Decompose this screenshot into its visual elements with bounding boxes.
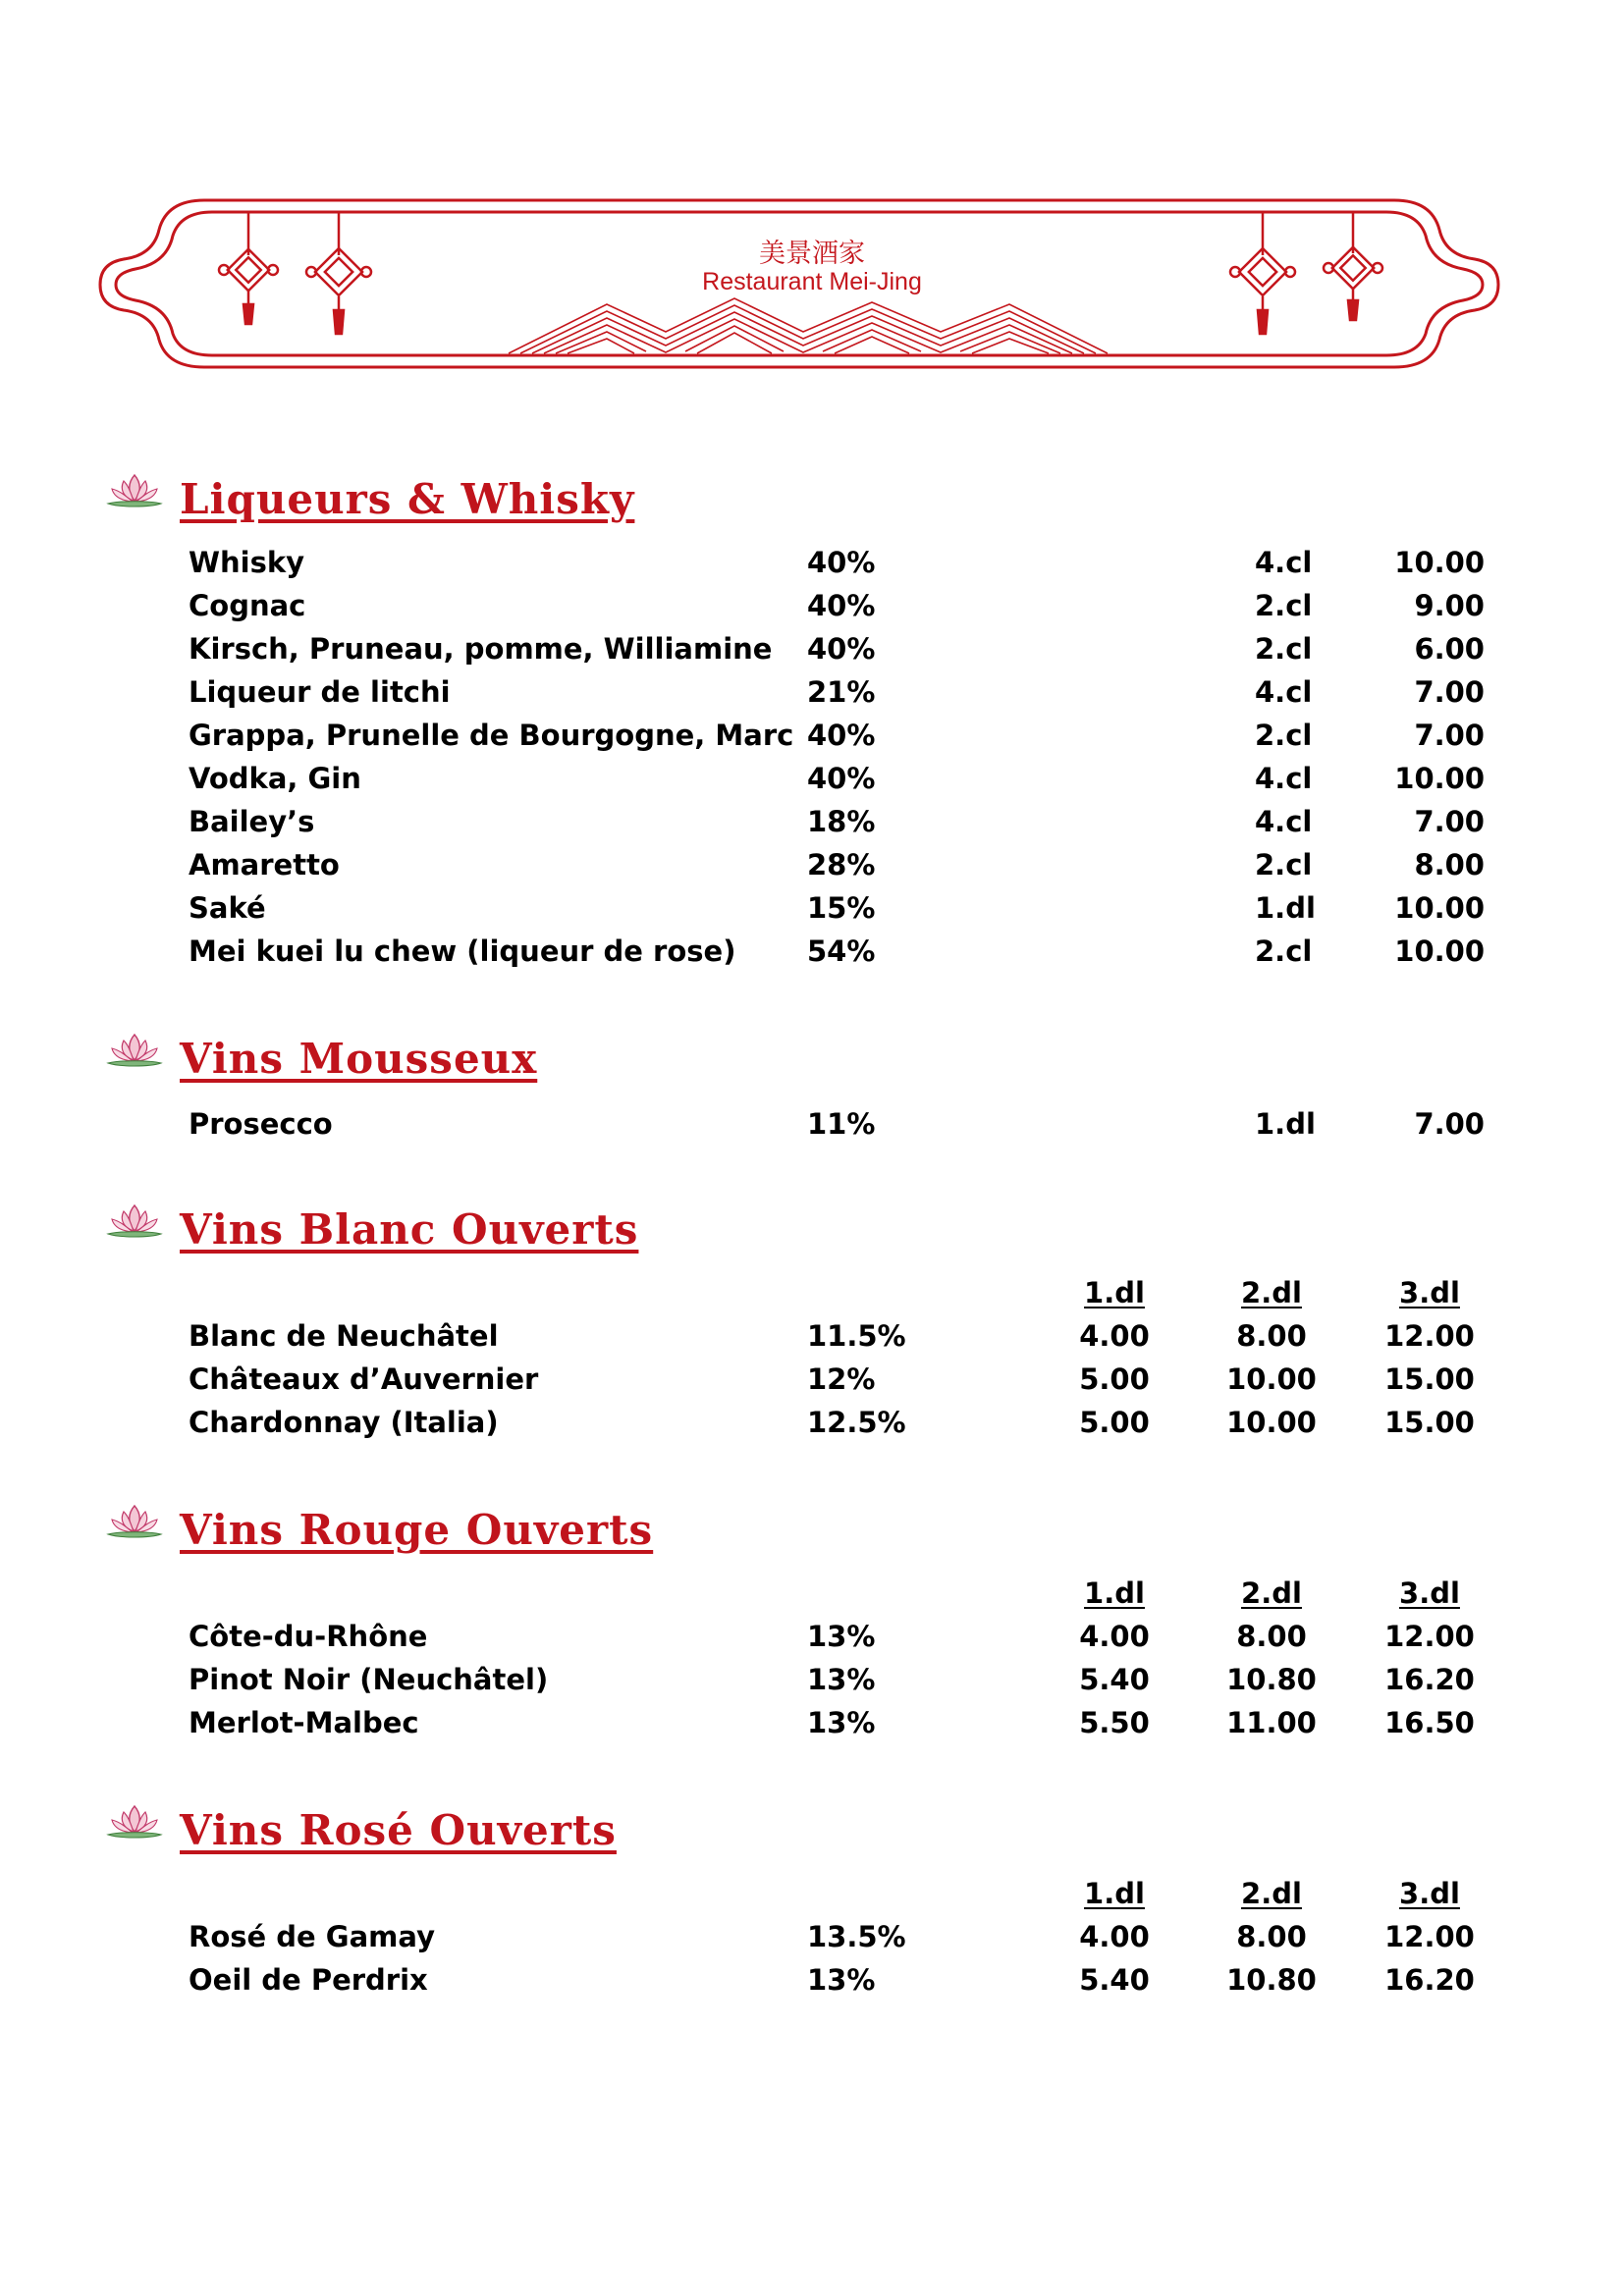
menu-row [0, 632, 1624, 671]
item-price-3dl: 12.00 [1384, 1620, 1475, 1653]
item-size: 4.cl [1255, 675, 1313, 709]
item-alcohol: 40% [807, 589, 876, 622]
menu-row [0, 1920, 1624, 1959]
item-price-3dl: 16.20 [1384, 1663, 1475, 1696]
size-header: 2.dl [1241, 1276, 1302, 1309]
item-alcohol: 11.5% [807, 1319, 906, 1353]
menu-row [0, 891, 1624, 931]
lotus-icon [106, 1802, 163, 1842]
item-name: Châteaux d’Auvernier [189, 1362, 539, 1396]
item-name: Rosé de Gamay [189, 1920, 435, 1953]
size-header: 3.dl [1399, 1877, 1460, 1910]
item-price: 7.00 [1414, 675, 1485, 709]
item-name: Chardonnay (Italia) [189, 1406, 499, 1439]
menu-row [0, 805, 1624, 844]
section-title-mousseux: Vins Mousseux [180, 1035, 538, 1083]
item-price-3dl: 16.20 [1384, 1963, 1475, 1997]
item-size: 2.cl [1255, 589, 1313, 622]
item-alcohol: 21% [807, 675, 876, 709]
item-price-2dl: 8.00 [1236, 1920, 1307, 1953]
menu-row [0, 1319, 1624, 1359]
menu-row [0, 1706, 1624, 1745]
item-price-1dl: 5.40 [1079, 1963, 1150, 1997]
item-price-3dl: 12.00 [1384, 1920, 1475, 1953]
item-size: 2.cl [1255, 934, 1313, 968]
item-alcohol: 40% [807, 719, 876, 752]
item-price-3dl: 15.00 [1384, 1406, 1475, 1439]
lotus-icon [106, 1502, 163, 1541]
item-price: 10.00 [1394, 762, 1485, 795]
menu-row [0, 719, 1624, 758]
menu-row [0, 762, 1624, 801]
item-price: 7.00 [1414, 1107, 1485, 1141]
item-size: 2.cl [1255, 719, 1313, 752]
item-price: 9.00 [1414, 589, 1485, 622]
menu-row [0, 1620, 1624, 1659]
menu-row [0, 546, 1624, 585]
section-title-rose: Vins Rosé Ouverts [180, 1806, 617, 1854]
item-alcohol: 13% [807, 1963, 876, 1997]
item-name: Amaretto [189, 848, 340, 881]
size-header: 2.dl [1241, 1877, 1302, 1910]
item-alcohol: 40% [807, 762, 876, 795]
item-price: 10.00 [1394, 546, 1485, 579]
item-price-1dl: 5.50 [1079, 1706, 1150, 1739]
item-price-1dl: 4.00 [1079, 1319, 1150, 1353]
item-alcohol: 13.5% [807, 1920, 906, 1953]
menu-row [0, 1107, 1624, 1147]
item-price-1dl: 5.00 [1079, 1362, 1150, 1396]
item-alcohol: 12.5% [807, 1406, 906, 1439]
item-name: Saké [189, 891, 266, 925]
menu-row [0, 675, 1624, 715]
item-name: Whisky [189, 546, 305, 579]
item-alcohol: 11% [807, 1107, 876, 1141]
item-price-1dl: 5.00 [1079, 1406, 1150, 1439]
item-price-2dl: 10.80 [1226, 1663, 1317, 1696]
restaurant-name-chinese: 美景酒家 [759, 239, 865, 269]
item-alcohol: 18% [807, 805, 876, 838]
item-name: Prosecco [189, 1107, 333, 1141]
item-name: Oeil de Perdrix [189, 1963, 428, 1997]
section-title-rouge: Vins Rouge Ouverts [180, 1506, 654, 1554]
lotus-icon [106, 1201, 163, 1241]
item-name: Blanc de Neuchâtel [189, 1319, 499, 1353]
size-header-row [0, 1576, 1624, 1616]
item-price: 8.00 [1414, 848, 1485, 881]
size-header: 2.dl [1241, 1576, 1302, 1610]
lotus-icon [106, 1031, 163, 1070]
item-price-2dl: 10.80 [1226, 1963, 1317, 1997]
item-price: 10.00 [1394, 934, 1485, 968]
item-name: Mei kuei lu chew (liqueur de rose) [189, 934, 736, 968]
item-price-3dl: 15.00 [1384, 1362, 1475, 1396]
item-alcohol: 15% [807, 891, 876, 925]
size-header: 3.dl [1399, 1576, 1460, 1610]
item-alcohol: 40% [807, 546, 876, 579]
menu-row [0, 934, 1624, 974]
menu-row [0, 1362, 1624, 1402]
item-price-2dl: 8.00 [1236, 1620, 1307, 1653]
item-size: 4.cl [1255, 546, 1313, 579]
item-price-3dl: 16.50 [1384, 1706, 1475, 1739]
item-name: Pinot Noir (Neuchâtel) [189, 1663, 549, 1696]
mountain-pattern-icon [509, 298, 1108, 353]
size-header: 1.dl [1084, 1576, 1145, 1610]
item-price-2dl: 10.00 [1226, 1406, 1317, 1439]
menu-row [0, 1406, 1624, 1445]
section-title-blanc: Vins Blanc Ouverts [180, 1205, 639, 1254]
lotus-icon [106, 471, 163, 510]
size-header-row [0, 1276, 1624, 1315]
item-alcohol: 54% [807, 934, 876, 968]
item-price-3dl: 12.00 [1384, 1319, 1475, 1353]
item-name: Cognac [189, 589, 306, 622]
section-title-liqueurs: Liqueurs & Whisky [180, 475, 635, 523]
item-alcohol: 13% [807, 1620, 876, 1653]
item-price-2dl: 8.00 [1236, 1319, 1307, 1353]
restaurant-name: Restaurant Mei-Jing [702, 268, 922, 295]
menu-row [0, 1963, 1624, 2002]
item-price: 10.00 [1394, 891, 1485, 925]
item-size: 4.cl [1255, 805, 1313, 838]
item-price: 7.00 [1414, 805, 1485, 838]
item-alcohol: 12% [807, 1362, 876, 1396]
menu-row [0, 589, 1624, 628]
item-name: Bailey’s [189, 805, 315, 838]
item-size: 4.cl [1255, 762, 1313, 795]
item-price: 7.00 [1414, 719, 1485, 752]
item-name: Grappa, Prunelle de Bourgogne, Marc [189, 719, 794, 752]
item-name: Liqueur de litchi [189, 675, 451, 709]
item-size: 2.cl [1255, 632, 1313, 666]
item-name: Kirsch, Pruneau, pomme, Williamine [189, 632, 773, 666]
item-name: Vodka, Gin [189, 762, 361, 795]
item-alcohol: 40% [807, 632, 876, 666]
item-price-2dl: 11.00 [1226, 1706, 1317, 1739]
item-name: Côte-du-Rhône [189, 1620, 428, 1653]
item-alcohol: 13% [807, 1663, 876, 1696]
item-price-1dl: 5.40 [1079, 1663, 1150, 1696]
item-name: Merlot-Malbec [189, 1706, 419, 1739]
item-size: 1.dl [1255, 1107, 1316, 1141]
size-header-row [0, 1877, 1624, 1916]
item-price: 6.00 [1414, 632, 1485, 666]
size-header: 1.dl [1084, 1877, 1145, 1910]
item-price-2dl: 10.00 [1226, 1362, 1317, 1396]
item-size: 2.cl [1255, 848, 1313, 881]
item-price-1dl: 4.00 [1079, 1620, 1150, 1653]
item-alcohol: 13% [807, 1706, 876, 1739]
item-alcohol: 28% [807, 848, 876, 881]
size-header: 3.dl [1399, 1276, 1460, 1309]
menu-row [0, 848, 1624, 887]
size-header: 1.dl [1084, 1276, 1145, 1309]
menu-row [0, 1663, 1624, 1702]
item-price-1dl: 4.00 [1079, 1920, 1150, 1953]
item-size: 1.dl [1255, 891, 1316, 925]
